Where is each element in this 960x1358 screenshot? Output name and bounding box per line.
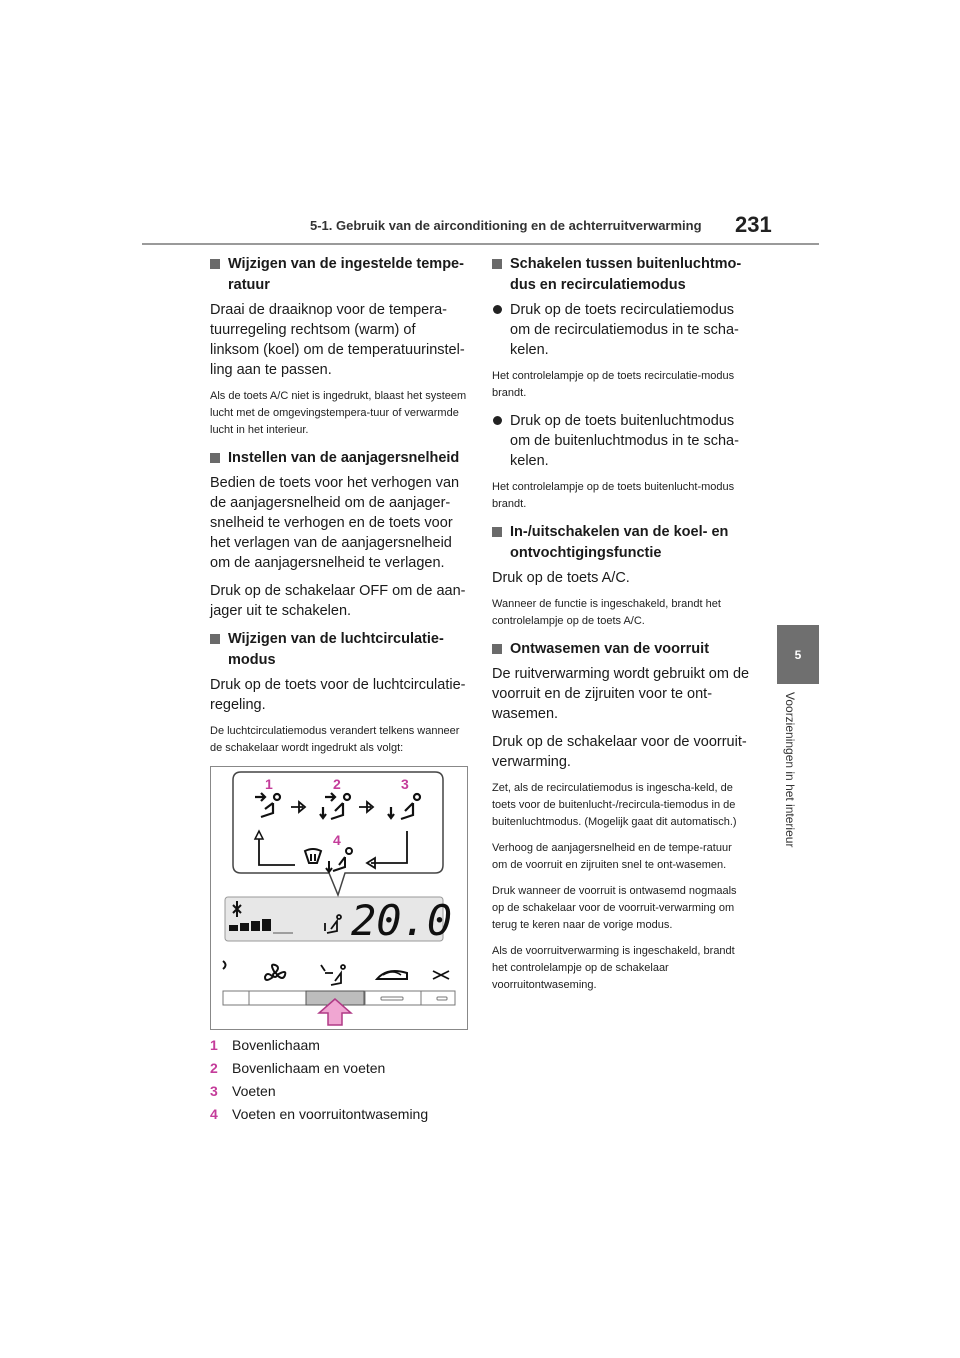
fresh-air-icon [433, 971, 449, 979]
figure-legend [210, 1034, 468, 1126]
bullet-item: Druk op de toets recirculatiemodus om de recirculatiemodus in te scha-kelen. [492, 300, 750, 360]
mode-button-icon [321, 965, 345, 985]
section-heading: Wijzigen van de ingestelde tempe-ratuur [210, 254, 468, 296]
header-rule [142, 243, 819, 245]
paragraph: Draai de draaiknop voor de tempera-tuurregeling rechtsom (warm) of linksom (koel) om de temperatuurinstel-ling aan te passen. [210, 302, 465, 378]
airflow-mode-figure [210, 766, 468, 1030]
note: Verhoog de aanjagersnelheid en de tempe-ratuur om de voorruit en zijruiten snel te ont-wasemen. [492, 842, 732, 871]
note: Als de toets A/C niet is ingedrukt, blaast het systeem lucht met de omgevingstempera-tuur of verwarmde lucht in het interieur. [210, 390, 467, 436]
section-heading: Schakelen tussen buitenluchtmo-dus en recirculatiemodus [492, 254, 750, 296]
section-heading: Wijzigen van de luchtcirculatie-modus [210, 629, 468, 671]
section-heading: In-/uitschakelen van de koel- en ontvochtigingsfunctie [492, 522, 750, 564]
section-title: 5-1. Gebruik van de airconditioning en de achterruitverwarming [310, 218, 702, 233]
page-number: 231 [735, 212, 772, 237]
bullet-icon [493, 416, 502, 425]
legend-item: 3 Voeten [210, 1083, 276, 1099]
square-bullet-icon [210, 259, 220, 269]
square-bullet-icon [492, 644, 502, 654]
paragraph: Druk op de schakelaar OFF om de aan-jager uit te schakelen. [210, 583, 466, 619]
mode-number-3: 3 [401, 776, 409, 792]
note: De luchtcirculatiemodus verandert telkens wanneer de schakelaar wordt ingedrukt als volgt: [210, 725, 460, 754]
square-bullet-icon [492, 527, 502, 537]
fan-button-icon [265, 965, 285, 980]
note: Druk wanneer de voorruit is ontwasemd nogmaals op de schakelaar voor de voorruit-verwarming om terug te keren naar de vorige modus. [492, 885, 737, 931]
note: Het controlelampje op de toets recirculatie-modus brandt. [492, 370, 735, 399]
square-bullet-icon [492, 259, 502, 269]
legend-item: 2 Bovenlichaam en voeten [210, 1060, 386, 1076]
section-heading: Instellen van de aanjagersnelheid [210, 448, 468, 469]
note: Als de voorruitverwarming is ingeschakeld, brandt het controlelampje op de schakelaar voorruitontwaseming. [492, 945, 735, 991]
paragraph: Druk op de toets voor de luchtcirculatie-regeling. [210, 677, 466, 713]
chapter-tab[interactable] [777, 625, 819, 684]
mode-number-1: 1 [265, 776, 273, 792]
paragraph: Druk op de schakelaar voor de voorruit-verwarming. [492, 734, 747, 770]
legend-item: 1 Bovenlichaam [210, 1037, 320, 1053]
bullet-icon [493, 305, 502, 314]
note: Het controlelampje op de toets buitenlucht-modus brandt. [492, 481, 735, 510]
square-bullet-icon [210, 453, 220, 463]
paragraph: De ruitverwarming wordt gebruikt om de voorruit en de zijruiten voor te ont-wasemen. [492, 666, 750, 722]
temperature-display: 20.0 [351, 896, 453, 945]
mode-number-2: 2 [333, 776, 341, 792]
right-column [492, 254, 750, 1003]
square-bullet-icon [210, 634, 220, 644]
legend-item: 4 Voeten en voorruitontwaseming [210, 1106, 429, 1122]
chapter-title: Voorzieningen in het interieur [783, 692, 797, 848]
climate-panel-illustration [211, 767, 467, 1029]
left-column [210, 254, 468, 1126]
paragraph: Bedien de toets voor het verhogen van de aanjagersnelheid om de aanjager-snelheid te verhogen en de toets voor het verlagen van de aanjagersnelheid om de aanjagersnelheid te verlagen. [210, 475, 460, 571]
chapter-number: 5 [794, 647, 802, 662]
mode-number-4: 4 [333, 832, 341, 848]
note: Wanneer de functie is ingeschakeld, brandt het controlelampje op de toets A/C. [492, 598, 721, 627]
section-heading: Ontwasemen van de voorruit [492, 639, 750, 660]
bullet-item: Druk op de toets buitenluchtmodus om de buitenluchtmodus in te scha-kelen. [492, 411, 750, 471]
paragraph: Druk op de toets A/C. [492, 570, 630, 586]
note: Zet, als de recirculatiemodus is ingescha-keld, de toets voor de buitenlucht-/recircula-tiemodus in de buitenluchtmodus. (Mogelijk gaat dit automatisch.) [492, 782, 737, 828]
